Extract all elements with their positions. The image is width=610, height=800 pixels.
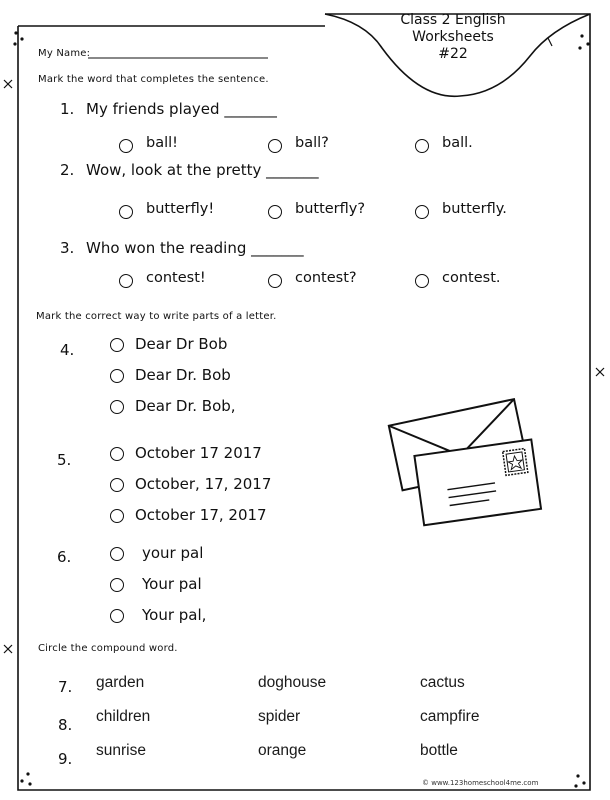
title-line-3: #22	[438, 46, 468, 62]
question-7-number: 7.	[58, 678, 73, 696]
q4-option-2-radio[interactable]	[110, 369, 124, 383]
q3-option-1-label: contest!	[146, 270, 206, 286]
question-9-number: 9.	[58, 750, 73, 768]
q7-word-2[interactable]: doghouse	[258, 674, 327, 691]
q3-option-3-radio[interactable]	[415, 274, 429, 288]
q8-word-2[interactable]: spider	[258, 708, 301, 725]
q8-word-3[interactable]: campfire	[420, 708, 480, 725]
q1-option-2-label: ball?	[295, 135, 329, 151]
question-8-number: 8.	[58, 716, 73, 734]
q2-option-1-radio[interactable]	[119, 205, 133, 219]
q6-option-2-label: Your pal	[142, 575, 202, 593]
q3-option-3-label: contest.	[442, 270, 501, 286]
q1-option-1-label: ball!	[146, 135, 178, 151]
name-input[interactable]	[88, 44, 268, 58]
q5-option-3-label: October 17, 2017	[135, 506, 267, 524]
q2-option-3-radio[interactable]	[415, 205, 429, 219]
q6-option-1-label: your pal	[142, 544, 204, 562]
q2-option-3-label: butterfly.	[442, 201, 507, 217]
q4-option-1-radio[interactable]	[110, 338, 124, 352]
worksheet-title	[378, 12, 528, 63]
footer-copyright: © www.123homeschool4me.com	[422, 779, 539, 787]
q9-word-3[interactable]: bottle	[420, 742, 458, 759]
q6-option-2-radio[interactable]	[110, 578, 124, 592]
q1-option-2-radio[interactable]	[268, 139, 282, 153]
name-label: My Name:	[38, 48, 91, 59]
q4-option-3-label: Dear Dr. Bob,	[135, 397, 236, 415]
section1-instruction: Mark the word that completes the sentence.	[38, 74, 269, 85]
title-line-2: Worksheets	[412, 29, 494, 45]
q1-option-3-label: ball.	[442, 135, 473, 151]
q2-option-2-label: butterfly?	[295, 201, 366, 217]
q9-word-1[interactable]: sunrise	[96, 742, 146, 759]
q4-option-1-label: Dear Dr Bob	[135, 335, 228, 353]
q5-option-3-radio[interactable]	[110, 509, 124, 523]
q1-option-3-radio[interactable]	[415, 139, 429, 153]
q7-word-1[interactable]: garden	[96, 674, 145, 691]
q2-option-2-radio[interactable]	[268, 205, 282, 219]
section2-instruction: Mark the correct way to write parts of a letter.	[36, 311, 277, 322]
stamp-icon	[503, 449, 528, 476]
question-2-number: 2.	[60, 161, 75, 179]
q6-option-3-radio[interactable]	[110, 609, 124, 623]
q5-option-2-label: October, 17, 2017	[135, 475, 272, 493]
q4-option-3-radio[interactable]	[110, 400, 124, 414]
q8-word-1[interactable]: children	[96, 708, 151, 725]
section3-instruction: Circle the compound word.	[38, 643, 178, 654]
q3-option-2-label: contest?	[295, 270, 357, 286]
q4-option-2-label: Dear Dr. Bob	[135, 366, 231, 384]
q9-word-2[interactable]: orange	[258, 742, 307, 759]
q7-word-3[interactable]: cactus	[420, 674, 465, 691]
q6-option-3-label: Your pal,	[142, 606, 207, 624]
question-6-number: 6.	[57, 548, 72, 566]
question-1-text: My friends played _______	[86, 100, 277, 118]
q3-option-1-radio[interactable]	[119, 274, 133, 288]
envelope-icon	[380, 385, 545, 530]
question-5-number: 5.	[57, 451, 72, 469]
q1-option-1-radio[interactable]	[119, 139, 133, 153]
q5-option-1-radio[interactable]	[110, 447, 124, 461]
q6-option-1-radio[interactable]	[110, 547, 124, 561]
title-line-1: Class 2 English	[400, 12, 506, 28]
q5-option-1-label: October 17 2017	[135, 444, 262, 462]
question-1-number: 1.	[60, 100, 75, 118]
q3-option-2-radio[interactable]	[268, 274, 282, 288]
q2-option-1-label: butterfly!	[146, 201, 215, 217]
question-4-number: 4.	[60, 341, 75, 359]
question-3-text: Who won the reading _______	[86, 239, 304, 257]
question-2-text: Wow, look at the pretty _______	[86, 161, 319, 179]
question-3-number: 3.	[60, 239, 75, 257]
q5-option-2-radio[interactable]	[110, 478, 124, 492]
